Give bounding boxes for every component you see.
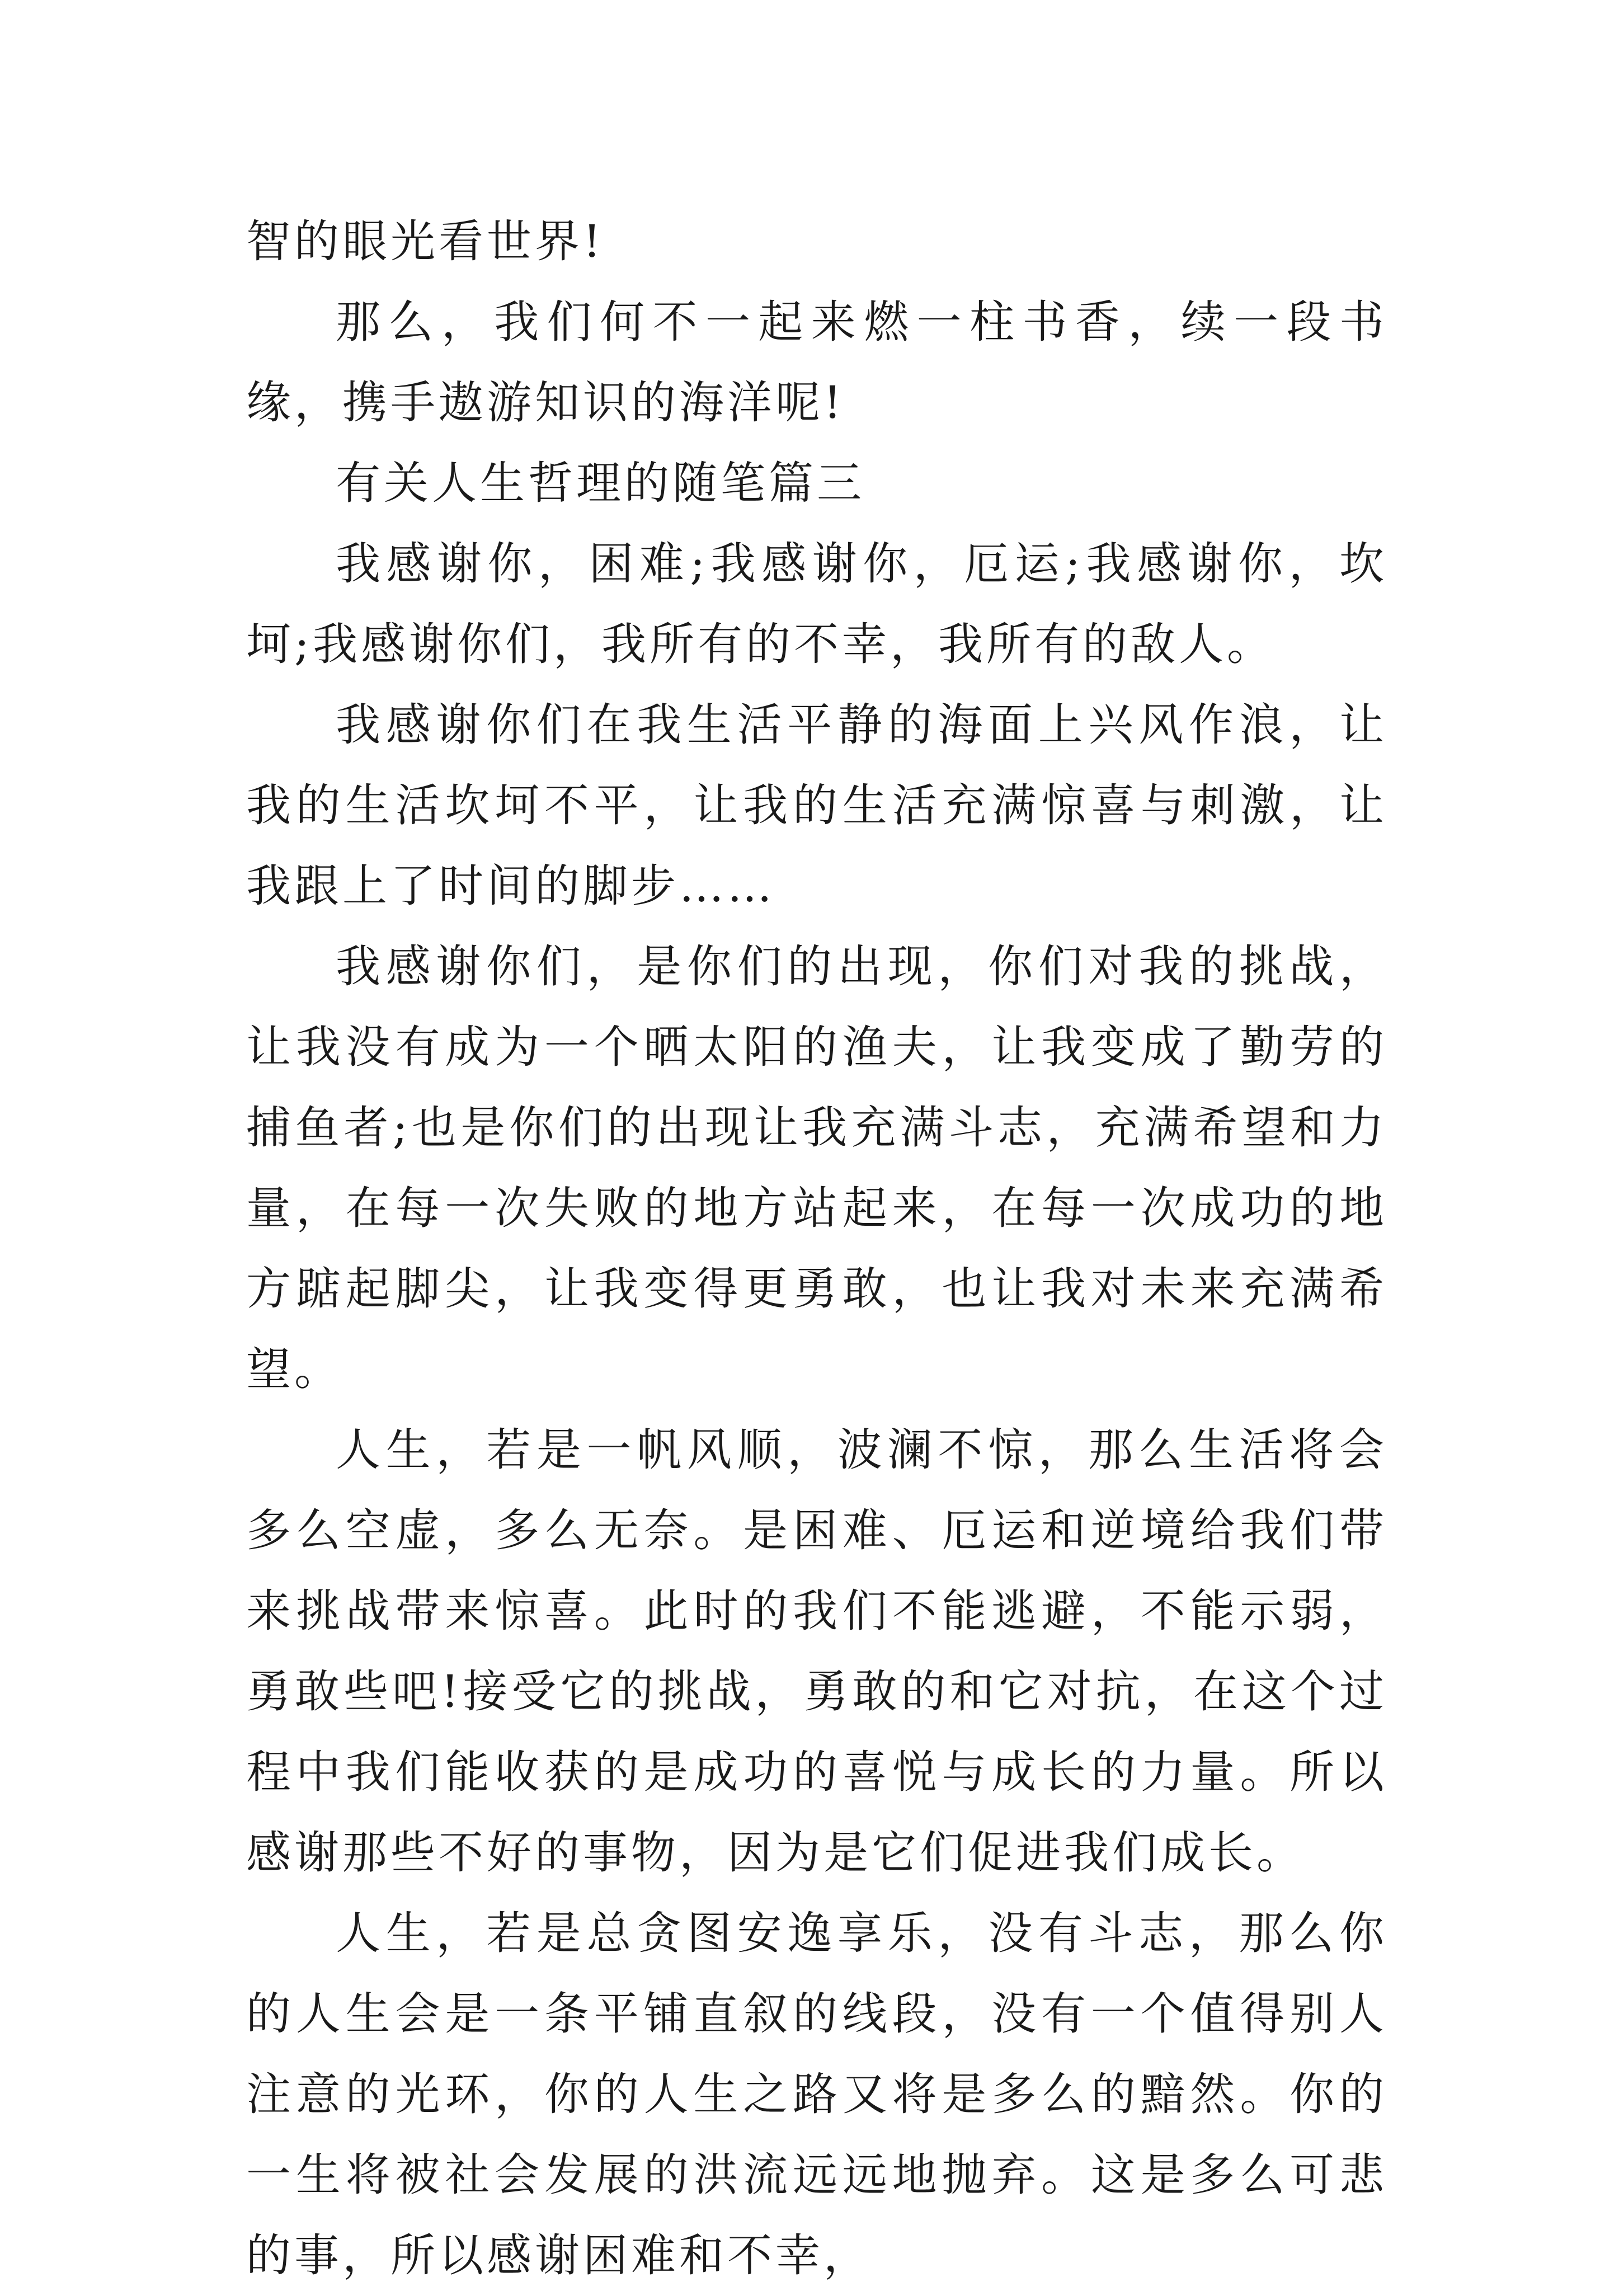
paragraph: 人生，若是一帆风顺，波澜不惊，那么生活将会多么空虚，多么无奈。是困难、厄运和逆境给我们带来挑战带来惊喜。此时的我们不能逃避，不能示弱，勇敢些吧!接受它的挑战，勇敢的和它对抗，在这个过程中我们能收获的是成功的喜悦与成长的力量。所以感谢那些不好的事物，因为是它们促进我们成长。: [246, 1424, 1387, 1879]
paragraph: 我感谢你们在我生活平静的海面上兴风作浪，让我的生活坎坷不平，让我的生活充满惊喜与刺激，让我跟上了时间的脚步……: [246, 699, 1387, 912]
paragraph: 我感谢你，困难;我感谢你，厄运;我感谢你，坎坷;我感谢你们，我所有的不幸，我所有的敌人。: [246, 538, 1387, 670]
document-body: [246, 201, 1387, 2296]
paragraph: 人生，若是总贪图安逸享乐，没有斗志，那么你的人生会是一条平铺直叙的线段，没有一个值得别人注意的光环，你的人生之路又将是多么的黯然。你的一生将被社会发展的洪流远远地抛弃。这是多么可悲的事，所以感谢困难和不幸，: [246, 1907, 1387, 2281]
paragraph-continuation: 智的眼光看世界!: [246, 215, 605, 267]
section-heading: 有关人生哲理的随笔篇三: [336, 457, 865, 509]
paragraph: 我感谢你们，是你们的出现，你们对我的挑战，让我没有成为一个晒太阳的渔夫，让我变成了勤劳的捕鱼者;也是你们的出现让我充满斗志，充满希望和力量，在每一次失败的地方站起来，在每一次成功的地方踮起脚尖，让我变得更勇敢，也让我对未来充满希望。: [246, 940, 1387, 1395]
paragraph: 那么，我们何不一起来燃一柱书香，续一段书缘，携手遨游知识的海洋呢!: [246, 296, 1387, 429]
